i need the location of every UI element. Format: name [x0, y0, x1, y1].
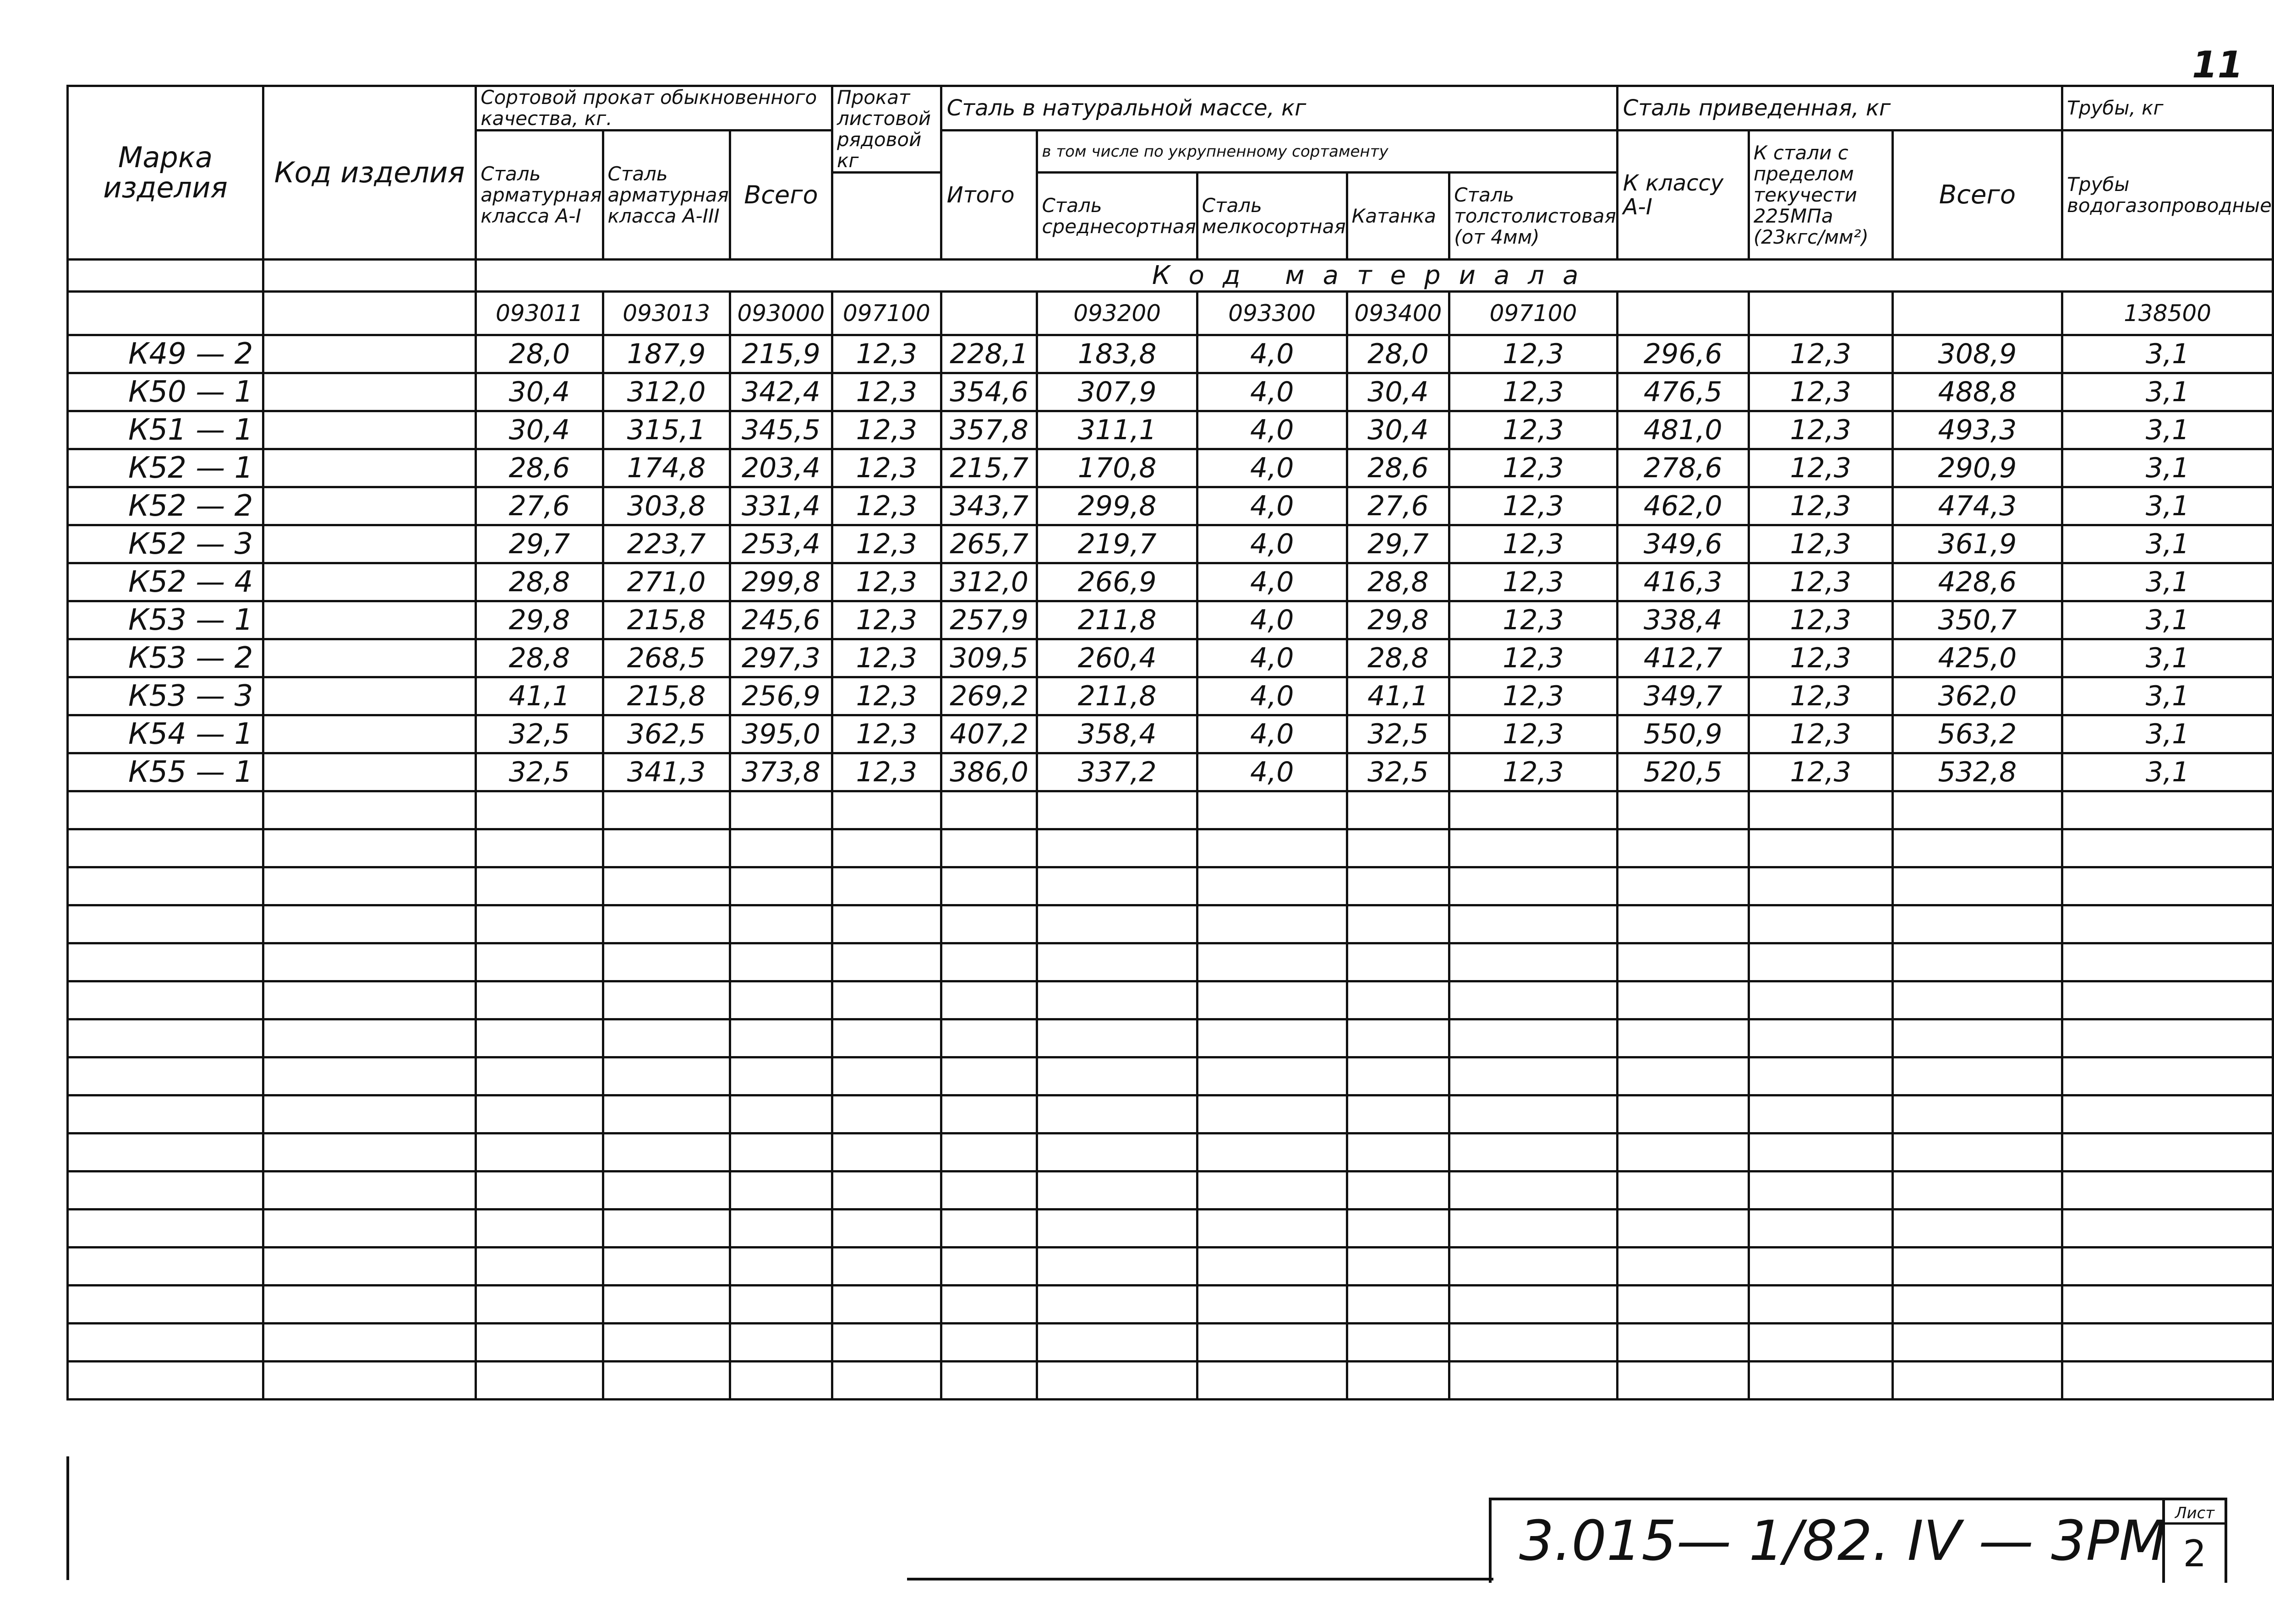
table-row — [68, 411, 2273, 449]
value-cell: 215,8 — [603, 677, 730, 715]
value-cell: 28,0 — [476, 335, 603, 373]
material-code: 093013 — [603, 292, 730, 335]
value-cell: 3,1 — [2062, 639, 2273, 677]
value-cell: 211,8 — [1037, 601, 1197, 639]
value-cell: 12,3 — [832, 715, 941, 753]
value-cell: 343,7 — [941, 487, 1037, 525]
empty-row — [68, 1248, 2273, 1286]
value-cell: 215,8 — [603, 601, 730, 639]
header-marka: Марка изделия — [68, 86, 263, 260]
value-cell: 278,6 — [1617, 449, 1749, 487]
value-cell: 407,2 — [941, 715, 1037, 753]
value-cell: 12,3 — [1749, 373, 1892, 411]
value-cell: 3,1 — [2062, 487, 2273, 525]
value-cell: 563,2 — [1892, 715, 2062, 753]
value-cell: 30,4 — [1347, 373, 1449, 411]
empty-row — [68, 905, 2273, 943]
header-melkosort: Сталь мелкосортная — [1197, 173, 1347, 260]
value-cell: 3,1 — [2062, 373, 2273, 411]
value-cell: 312,0 — [603, 373, 730, 411]
value-cell: 416,3 — [1617, 563, 1749, 601]
value-cell: 373,8 — [730, 753, 832, 791]
value-cell: 12,3 — [1449, 449, 1617, 487]
value-cell: 4,0 — [1197, 487, 1347, 525]
value-cell: 30,4 — [476, 411, 603, 449]
value-cell: 12,3 — [1749, 677, 1892, 715]
product-code — [263, 639, 476, 677]
empty-row — [68, 1134, 2273, 1172]
value-cell: 245,6 — [730, 601, 832, 639]
sheet-number: 2 — [2183, 1532, 2207, 1575]
material-code: 097100 — [1449, 292, 1617, 335]
table-row — [68, 335, 2273, 373]
value-cell: 187,9 — [603, 335, 730, 373]
value-cell: 345,5 — [730, 411, 832, 449]
empty-row — [68, 943, 2273, 981]
value-cell: 269,2 — [941, 677, 1037, 715]
empty-row — [68, 1362, 2273, 1400]
product-code — [263, 487, 476, 525]
header-itogo: Итого — [941, 131, 1037, 260]
value-cell: 331,4 — [730, 487, 832, 525]
value-cell: 4,0 — [1197, 753, 1347, 791]
value-cell: 174,8 — [603, 449, 730, 487]
value-cell: 361,9 — [1892, 525, 2062, 563]
value-cell: 253,4 — [730, 525, 832, 563]
value-cell: 312,0 — [941, 563, 1037, 601]
value-cell: 307,9 — [1037, 373, 1197, 411]
product-code — [263, 373, 476, 411]
table-row — [68, 639, 2273, 677]
value-cell: 266,9 — [1037, 563, 1197, 601]
value-cell: 28,8 — [476, 639, 603, 677]
value-cell: 3,1 — [2062, 563, 2273, 601]
value-cell: 12,3 — [1749, 753, 1892, 791]
value-cell: 362,0 — [1892, 677, 2062, 715]
value-cell: 12,3 — [832, 601, 941, 639]
value-cell: 12,3 — [1449, 639, 1617, 677]
product-mark: К50 — 1 — [68, 373, 263, 411]
material-code: 138500 — [2062, 292, 2273, 335]
value-cell: 4,0 — [1197, 677, 1347, 715]
empty-row — [68, 829, 2273, 867]
value-cell: 12,3 — [832, 677, 941, 715]
empty-row — [68, 1286, 2273, 1324]
header-v-tom-chisle: в том числе по укрупненному сортаменту — [1037, 131, 1617, 173]
value-cell: 12,3 — [832, 335, 941, 373]
value-cell: 4,0 — [1197, 563, 1347, 601]
material-spec-table — [66, 85, 2274, 1401]
value-cell: 12,3 — [1449, 601, 1617, 639]
value-cell: 12,3 — [1749, 335, 1892, 373]
value-cell: 428,6 — [1892, 563, 2062, 601]
value-cell: 32,5 — [1347, 753, 1449, 791]
value-cell: 28,8 — [476, 563, 603, 601]
value-cell: 4,0 — [1197, 449, 1347, 487]
value-cell: 462,0 — [1617, 487, 1749, 525]
value-cell: 12,3 — [1449, 335, 1617, 373]
value-cell: 474,3 — [1892, 487, 2062, 525]
value-cell: 12,3 — [1749, 715, 1892, 753]
product-mark: К51 — 1 — [68, 411, 263, 449]
table-row — [68, 525, 2273, 563]
header-katanka: Катанка — [1347, 173, 1449, 260]
product-code — [263, 753, 476, 791]
material-code — [1892, 292, 2062, 335]
value-cell: 4,0 — [1197, 601, 1347, 639]
product-mark: К52 — 4 — [68, 563, 263, 601]
material-code: 093300 — [1197, 292, 1347, 335]
value-cell: 12,3 — [1749, 487, 1892, 525]
value-cell: 395,0 — [730, 715, 832, 753]
product-mark: К52 — 1 — [68, 449, 263, 487]
header-truby-kg: Трубы, кг — [2062, 86, 2273, 131]
value-cell: 12,3 — [1749, 411, 1892, 449]
value-cell: 12,3 — [832, 525, 941, 563]
value-cell: 3,1 — [2062, 715, 2273, 753]
header-sortovoy: Сортовой прокат обыкновенного качества, кг. — [476, 86, 832, 131]
header-vsego-2: Всего — [1892, 131, 2062, 260]
value-cell: 12,3 — [1749, 449, 1892, 487]
value-cell: 32,5 — [1347, 715, 1449, 753]
header-tolstolist: Сталь толстолистовая (от 4мм) — [1449, 173, 1617, 260]
material-code: 097100 — [832, 292, 941, 335]
header-placeholder — [832, 173, 941, 260]
value-cell: 481,0 — [1617, 411, 1749, 449]
header-srednesort: Сталь среднесортная — [1037, 173, 1197, 260]
value-cell: 297,3 — [730, 639, 832, 677]
product-code — [263, 411, 476, 449]
product-mark: К55 — 1 — [68, 753, 263, 791]
value-cell: 3,1 — [2062, 411, 2273, 449]
value-cell: 211,8 — [1037, 677, 1197, 715]
product-code — [263, 677, 476, 715]
material-code: 093400 — [1347, 292, 1449, 335]
value-cell: 183,8 — [1037, 335, 1197, 373]
material-code — [1617, 292, 1749, 335]
value-cell: 28,0 — [1347, 335, 1449, 373]
product-code — [263, 601, 476, 639]
value-cell: 170,8 — [1037, 449, 1197, 487]
value-cell: 28,6 — [476, 449, 603, 487]
value-cell: 341,3 — [603, 753, 730, 791]
value-cell: 27,6 — [476, 487, 603, 525]
value-cell: 223,7 — [603, 525, 730, 563]
value-cell: 12,3 — [1749, 601, 1892, 639]
title-block — [1489, 1498, 2220, 1583]
value-cell: 260,4 — [1037, 639, 1197, 677]
empty-row — [68, 1057, 2273, 1095]
value-cell: 303,8 — [603, 487, 730, 525]
value-cell: 12,3 — [1449, 563, 1617, 601]
value-cell: 12,3 — [832, 753, 941, 791]
value-cell: 29,7 — [1347, 525, 1449, 563]
empty-row — [68, 1019, 2273, 1057]
frame-line — [66, 1456, 69, 1580]
value-cell: 362,5 — [603, 715, 730, 753]
value-cell: 219,7 — [1037, 525, 1197, 563]
value-cell: 12,3 — [1449, 373, 1617, 411]
page-number: 11 — [2192, 44, 2243, 86]
empty-row — [68, 1172, 2273, 1210]
value-cell: 3,1 — [2062, 335, 2273, 373]
value-cell: 32,5 — [476, 715, 603, 753]
header-kod: Код изделия — [263, 86, 476, 260]
value-cell: 550,9 — [1617, 715, 1749, 753]
value-cell: 488,8 — [1892, 373, 2062, 411]
value-cell: 4,0 — [1197, 335, 1347, 373]
empty-row — [68, 867, 2273, 905]
value-cell: 4,0 — [1197, 639, 1347, 677]
value-cell: 349,6 — [1617, 525, 1749, 563]
value-cell: 299,8 — [1037, 487, 1197, 525]
product-mark: К53 — 3 — [68, 677, 263, 715]
value-cell: 256,9 — [730, 677, 832, 715]
table-row — [68, 373, 2273, 411]
table-row — [68, 487, 2273, 525]
value-cell: 12,3 — [832, 639, 941, 677]
value-cell: 3,1 — [2062, 601, 2273, 639]
header-stal-a3: Сталь арматурная класса А-III — [603, 131, 730, 260]
value-cell: 29,8 — [1347, 601, 1449, 639]
value-cell: 265,7 — [941, 525, 1037, 563]
value-cell: 3,1 — [2062, 753, 2273, 791]
value-cell: 290,9 — [1892, 449, 2062, 487]
header-stal-nat: Сталь в натуральной массе, кг — [941, 86, 1617, 131]
product-mark: К53 — 2 — [68, 639, 263, 677]
header-vsego-1: Всего — [730, 131, 832, 260]
value-cell: 12,3 — [832, 373, 941, 411]
value-cell: 4,0 — [1197, 411, 1347, 449]
table-row — [68, 601, 2273, 639]
value-cell: 29,8 — [476, 601, 603, 639]
product-code — [263, 525, 476, 563]
product-mark: К49 — 2 — [68, 335, 263, 373]
value-cell: 12,3 — [1749, 525, 1892, 563]
value-cell: 203,4 — [730, 449, 832, 487]
product-mark: К52 — 3 — [68, 525, 263, 563]
value-cell: 354,6 — [941, 373, 1037, 411]
value-cell: 476,5 — [1617, 373, 1749, 411]
table-row — [68, 753, 2273, 791]
value-cell: 12,3 — [1449, 715, 1617, 753]
value-cell: 299,8 — [730, 563, 832, 601]
value-cell: 520,5 — [1617, 753, 1749, 791]
value-cell: 32,5 — [476, 753, 603, 791]
product-code — [263, 715, 476, 753]
empty-row — [68, 981, 2273, 1019]
value-cell: 12,3 — [832, 487, 941, 525]
value-cell: 309,5 — [941, 639, 1037, 677]
value-cell: 493,3 — [1892, 411, 2062, 449]
value-cell: 338,4 — [1617, 601, 1749, 639]
value-cell: 337,2 — [1037, 753, 1197, 791]
value-cell: 4,0 — [1197, 715, 1347, 753]
value-cell: 41,1 — [1347, 677, 1449, 715]
value-cell: 268,5 — [603, 639, 730, 677]
value-cell: 12,3 — [1449, 411, 1617, 449]
value-cell: 412,7 — [1617, 639, 1749, 677]
product-code — [263, 335, 476, 373]
value-cell: 357,8 — [941, 411, 1037, 449]
value-cell: 342,4 — [730, 373, 832, 411]
value-cell: 271,0 — [603, 563, 730, 601]
value-cell: 532,8 — [1892, 753, 2062, 791]
value-cell: 27,6 — [1347, 487, 1449, 525]
value-cell: 28,8 — [1347, 563, 1449, 601]
header-kod-materiala: Код материала — [476, 260, 2273, 292]
value-cell: 28,6 — [1347, 449, 1449, 487]
product-mark: К54 — 1 — [68, 715, 263, 753]
value-cell: 3,1 — [2062, 525, 2273, 563]
value-cell: 12,3 — [1749, 639, 1892, 677]
product-mark: К52 — 2 — [68, 487, 263, 525]
header-stal-priv: Сталь приведенная, кг — [1617, 86, 2062, 131]
value-cell: 12,3 — [832, 411, 941, 449]
value-cell: 12,3 — [1449, 487, 1617, 525]
value-cell: 30,4 — [1347, 411, 1449, 449]
header-truby-vodo: Трубы водогазопроводные — [2062, 131, 2273, 260]
empty-row — [68, 1095, 2273, 1134]
material-code: 093011 — [476, 292, 603, 335]
value-cell: 3,1 — [2062, 449, 2273, 487]
empty-row — [68, 791, 2273, 829]
value-cell: 315,1 — [603, 411, 730, 449]
empty-row — [68, 1210, 2273, 1248]
value-cell: 358,4 — [1037, 715, 1197, 753]
product-code — [263, 563, 476, 601]
value-cell: 425,0 — [1892, 639, 2062, 677]
document-code: 3.015— 1/82. IV — 3РМ — [1519, 1510, 2167, 1573]
value-cell: 12,3 — [832, 449, 941, 487]
material-code — [941, 292, 1037, 335]
value-cell: 257,9 — [941, 601, 1037, 639]
value-cell: 12,3 — [1449, 753, 1617, 791]
value-cell: 386,0 — [941, 753, 1037, 791]
value-cell: 28,8 — [1347, 639, 1449, 677]
table-row — [68, 677, 2273, 715]
value-cell: 30,4 — [476, 373, 603, 411]
value-cell: 12,3 — [1749, 563, 1892, 601]
empty-row — [68, 1324, 2273, 1362]
value-cell: 3,1 — [2062, 677, 2273, 715]
value-cell: 4,0 — [1197, 373, 1347, 411]
material-code — [1749, 292, 1892, 335]
value-cell: 215,9 — [730, 335, 832, 373]
value-cell: 41,1 — [476, 677, 603, 715]
value-cell: 12,3 — [1449, 677, 1617, 715]
value-cell: 308,9 — [1892, 335, 2062, 373]
value-cell: 29,7 — [476, 525, 603, 563]
material-code: 093000 — [730, 292, 832, 335]
value-cell: 12,3 — [832, 563, 941, 601]
value-cell: 311,1 — [1037, 411, 1197, 449]
table-row — [68, 449, 2273, 487]
frame-line — [907, 1578, 1493, 1580]
sheet-box — [2162, 1498, 2227, 1583]
header-k-klassu: К классу А-I — [1617, 131, 1749, 260]
value-cell: 296,6 — [1617, 335, 1749, 373]
table-row — [68, 563, 2273, 601]
value-cell: 228,1 — [941, 335, 1037, 373]
value-cell: 350,7 — [1892, 601, 2062, 639]
value-cell: 4,0 — [1197, 525, 1347, 563]
product-code — [263, 449, 476, 487]
value-cell: 349,7 — [1617, 677, 1749, 715]
header-k-stali: К стали с пределом текучести 225МПа (23кгс/мм²) — [1749, 131, 1892, 260]
material-code-row — [68, 292, 2273, 335]
sheet-label: Лист — [2165, 1504, 2225, 1525]
value-cell: 215,7 — [941, 449, 1037, 487]
product-mark: К53 — 1 — [68, 601, 263, 639]
value-cell: 12,3 — [1449, 525, 1617, 563]
material-code: 093200 — [1037, 292, 1197, 335]
header-prokat-list: Прокат листовой рядовой кг — [832, 86, 941, 173]
header-stal-a1: Сталь арматурная класса А-I — [476, 131, 603, 260]
table-row — [68, 715, 2273, 753]
